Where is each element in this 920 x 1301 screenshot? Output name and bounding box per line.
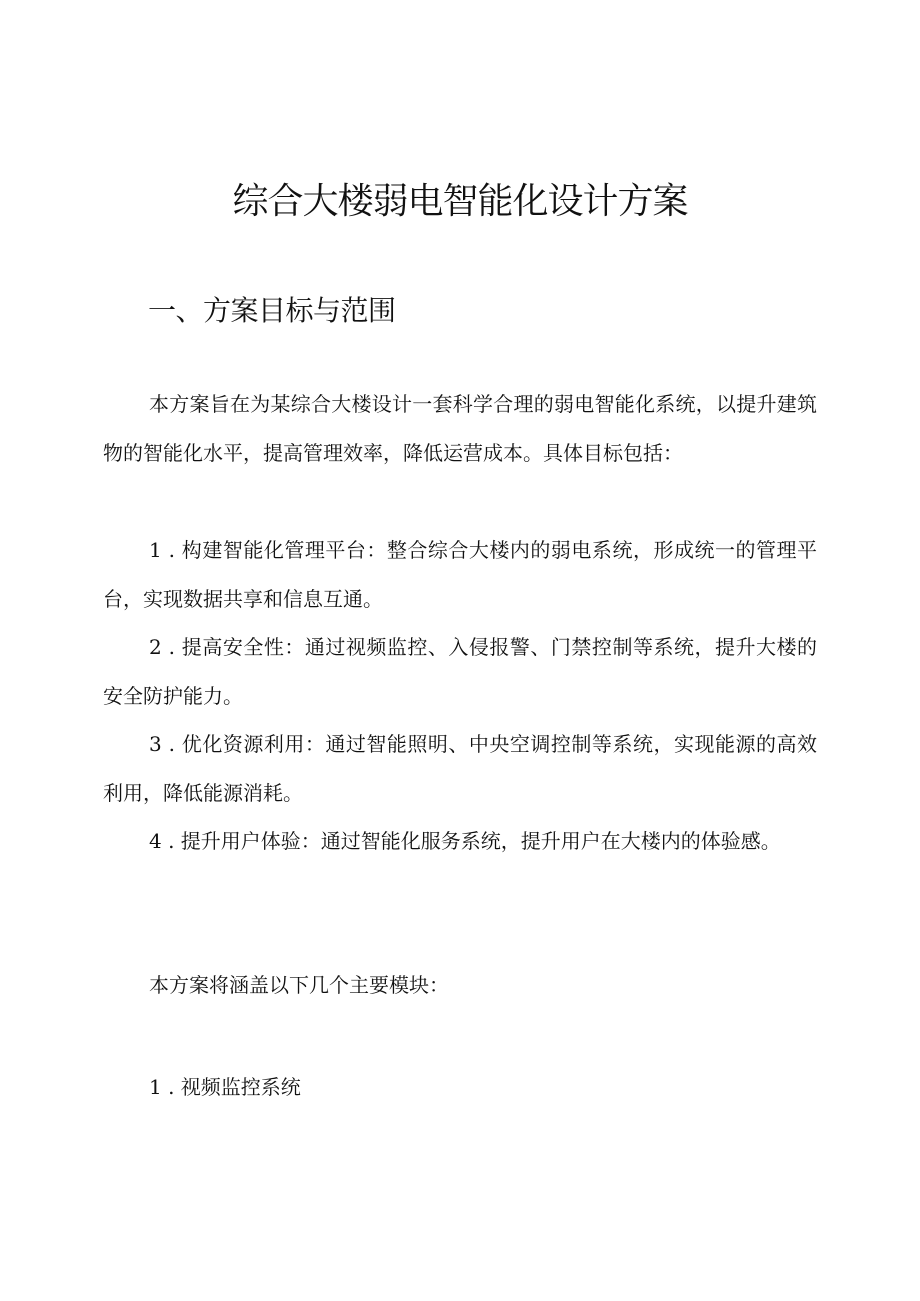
section-heading: 一、方案目标与范围 [148, 294, 396, 327]
modules-intro-paragraph: 本方案将涵盖以下几个主要模块： [149, 973, 449, 997]
goal-item-4: 4 . 提升用户体验：通过智能化服务系统，提升用户在大楼内的体验感。 [149, 829, 781, 853]
document-title: 综合大楼弱电智能化设计方案 [232, 181, 688, 222]
module-item-1: 1 . 视频监控系统 [149, 1075, 301, 1099]
goal-item-1: 1 . 构建智能化管理平台：整合综合大楼内的弱电系统，形成统一的管理平台，实现数据共享和信息互通。 [103, 538, 817, 611]
intro-paragraph: 本方案旨在为某综合大楼设计一套科学合理的弱电智能化系统，以提升建筑物的智能化水平，提高管理效率，降低运营成本。具体目标包括： [103, 392, 817, 465]
goal-item-3: 3 . 优化资源利用：通过智能照明、中央空调控制等系统，实现能源的高效利用，降低能源消耗。 [103, 732, 817, 805]
goal-item-2: 2 . 提高安全性：通过视频监控、入侵报警、门禁控制等系统，提升大楼的安全防护能力。 [103, 635, 817, 708]
